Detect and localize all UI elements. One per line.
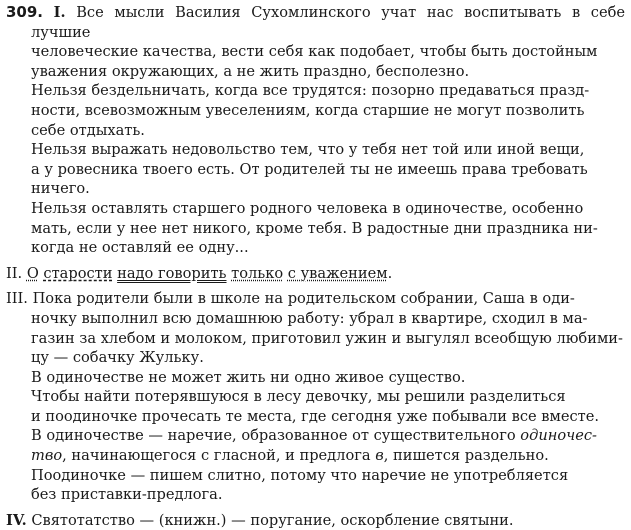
paragraph-4-line-2: мать, если у нее нет никого, кроме тебя. В радостные дни праздника ни-	[31, 219, 598, 237]
part-3-text-line: Пока родители были в школе на родительском собрании, Саша в оди-	[32, 290, 575, 308]
paragraph-2-line-1: Нельзя бездельничать, когда все трудятся: позорно предаваться празд-	[31, 82, 590, 100]
part-3-line-2: ночку выполнил всю домашнюю работу: убрал в квартире, сходил в ма-	[31, 309, 588, 327]
part-4-line	[6, 511, 625, 530]
paragraph-6: В одиночестве не может жить ни одно живое существо.	[31, 368, 466, 386]
paragraph-8-italic-word: одиночес-	[520, 427, 597, 445]
part-3-line-1	[6, 289, 625, 309]
paragraph-9-line-2: без приставки-предлога.	[31, 486, 223, 504]
part-4-label: IV.	[6, 511, 27, 529]
paragraph-9-line-1: Поодиночке — пишем слитно, потому что наречие не употребляется	[31, 466, 569, 484]
paragraph-8-italic-preposition: в	[375, 447, 384, 465]
part-1-label: I.	[53, 4, 66, 21]
part-2-word-predicate: надо говорить	[117, 264, 227, 282]
paragraph-7-line-1: Чтобы найти потерявшуюся в лесу девочку, мы решили разделиться	[31, 388, 566, 406]
part-2-label: II.	[6, 264, 23, 282]
paragraph-3-line-3: ничего.	[31, 180, 90, 198]
part-1-line-3: уважения окружающих, а не жить праздно, бесполезно.	[31, 62, 470, 80]
paragraph-4-line-1: Нельзя оставлять старшего родного человека в одиночестве, особенно	[31, 199, 584, 217]
part-2-word-object: старости	[43, 264, 113, 282]
part-1-line-1	[6, 3, 625, 42]
paragraph-8-line-2	[6, 446, 625, 466]
paragraph-2-line-3: себе отдыхать.	[31, 121, 145, 139]
part-2-word-preposition: О	[26, 264, 39, 282]
part-4-text: Святотатство — (книжн.) — поругание, оскорбление святыни.	[31, 511, 514, 529]
paragraph-7-line-2: и поодиночке прочесать те места, где сегодня уже побывали все вместе.	[31, 407, 600, 425]
paragraph-8-text-2: , начинающегося с гласной, и предлога	[62, 447, 376, 465]
part-1-text-line: Все мысли Василия Сухомлинского учат нас воспитывать в себе лучшие	[31, 4, 626, 41]
paragraph-8-text: В одиночестве — наречие, образованное от существительного	[31, 427, 521, 445]
part-2-word-adverbial: только	[231, 264, 284, 282]
part-2-period: .	[387, 264, 393, 282]
paragraph-8-text-end: , пишется раздельно.	[383, 447, 549, 465]
part-3-line-4: цу — собачку Жульку.	[31, 349, 204, 367]
exercise-page	[6, 3, 625, 530]
paragraph-3-line-1: Нельзя выражать недовольство тем, что у тебя нет той или иной вещи,	[31, 141, 585, 159]
part-3-label: III.	[6, 290, 28, 308]
part-2-word-circumstance: с уважением	[287, 264, 388, 282]
paragraph-8-line-1	[6, 426, 625, 446]
paragraph-2-line-2: ности, всевозможным увеселениям, когда старшие не могут позволить	[31, 101, 585, 119]
part-2-sentence	[6, 264, 625, 284]
paragraph-4-line-3: когда не оставляй ее одну...	[31, 239, 249, 257]
part-1-line-2: человеческие качества, вести себя как подобает, чтобы быть достойным	[31, 43, 598, 61]
part-3-line-3: газин за хлебом и молоком, приготовил ужин и выгулял всеобщую любими-	[31, 329, 623, 347]
paragraph-8-italic-word-end: тво	[31, 447, 63, 465]
exercise-number: 309.	[6, 3, 44, 21]
paragraph-3-line-2: а у ровесника твоего есть. От родителей ты не имеешь права требовать	[31, 160, 588, 178]
